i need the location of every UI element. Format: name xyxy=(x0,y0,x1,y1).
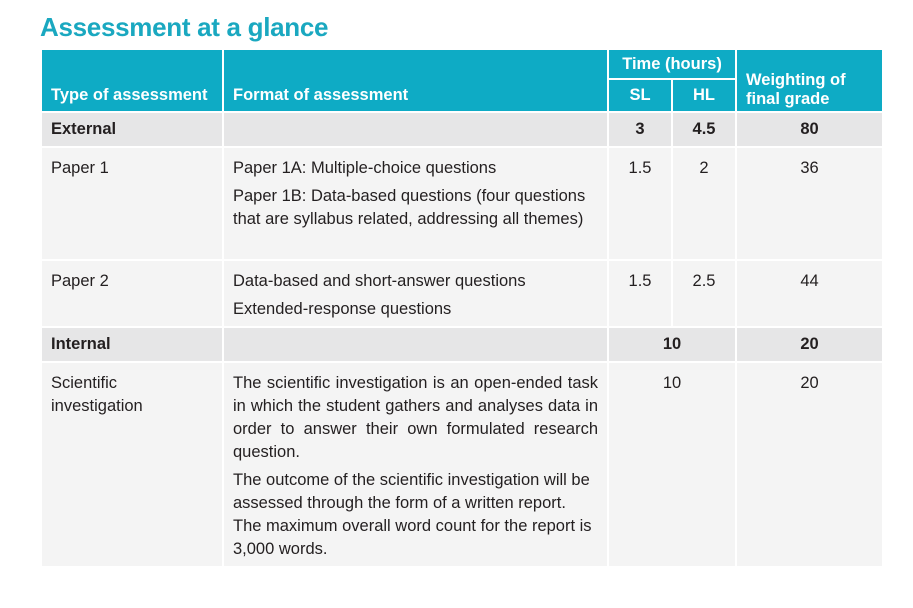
external-row xyxy=(41,112,883,147)
paper1-format xyxy=(223,147,608,260)
investigation-format xyxy=(223,362,608,567)
investigation-row xyxy=(41,362,883,567)
internal-label: Internal xyxy=(41,327,223,362)
page-title: Assessment at a glance xyxy=(40,12,329,42)
paper2-format-1: Data-based and short-answer questions xyxy=(233,272,526,290)
investigation-time: 10 xyxy=(608,362,736,567)
assessment-table xyxy=(40,48,884,568)
paper2-label: Paper 2 xyxy=(41,260,223,327)
external-sl: 3 xyxy=(608,112,672,147)
investigation-format-2: The outcome of the scientific investigation will be assessed through the form of a written report. The maximum overall word count for the report is 3,000 words. xyxy=(233,471,592,558)
paper1-label: Paper 1 xyxy=(41,147,223,260)
paper1-sl: 1.5 xyxy=(608,147,672,260)
external-label: External xyxy=(41,112,223,147)
paper2-weight: 44 xyxy=(736,260,883,327)
internal-format-empty xyxy=(223,327,608,362)
external-weight: 80 xyxy=(736,112,883,147)
paper1-row xyxy=(41,147,883,260)
external-hl: 4.5 xyxy=(672,112,736,147)
internal-row xyxy=(41,327,883,362)
internal-weight: 20 xyxy=(736,327,883,362)
investigation-weight: 20 xyxy=(736,362,883,567)
header-type-of-assessment: Type of assessment xyxy=(41,49,223,112)
paper2-format xyxy=(223,260,608,327)
header-weighting xyxy=(736,49,883,112)
paper1-format-1a: Paper 1A: Multiple-choice questions xyxy=(233,159,497,177)
investigation-label: Scientific investigation xyxy=(41,362,223,567)
internal-time: 10 xyxy=(608,327,736,362)
header-hl: HL xyxy=(672,79,736,112)
paper1-format-1b: Paper 1B: Data-based questions (four questions that are syllabus related, addressing all themes) xyxy=(233,187,586,228)
external-format-empty xyxy=(223,112,608,147)
header-row-top xyxy=(41,49,883,79)
header-weighting-line2: final grade xyxy=(746,90,830,108)
paper1-hl: 2 xyxy=(672,147,736,260)
paper2-hl: 2.5 xyxy=(672,260,736,327)
header-weighting-line1: Weighting of xyxy=(746,71,846,89)
header-time-hours: Time (hours) xyxy=(608,49,736,79)
paper2-sl: 1.5 xyxy=(608,260,672,327)
paper2-row xyxy=(41,260,883,327)
header-format-of-assessment: Format of assessment xyxy=(223,49,608,112)
paper2-format-2: Extended-response questions xyxy=(233,300,452,318)
header-sl: SL xyxy=(608,79,672,112)
paper1-weight: 36 xyxy=(736,147,883,260)
investigation-format-1: The scientific investigation is an open-ended task in which the student gathers and analyses data in order to answer their own formulated research question. xyxy=(233,374,598,461)
